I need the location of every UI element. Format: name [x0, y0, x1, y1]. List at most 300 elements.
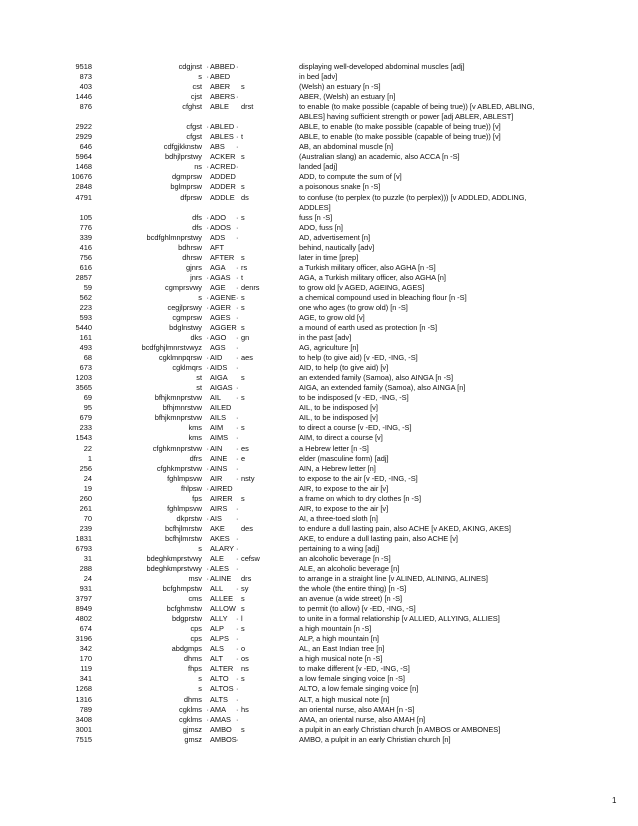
right-dot: ·: [236, 383, 239, 393]
entry-word: ALTER: [210, 664, 234, 674]
front-hooks: dfrs: [189, 453, 202, 463]
list-item: [0, 303, 638, 313]
back-hooks: sy: [241, 584, 249, 594]
front-hooks: fhlpsw: [181, 483, 202, 493]
front-hooks: bglmprsw: [170, 182, 202, 192]
list-item: [0, 152, 638, 162]
entry-definition: a frame on which to dry clothes [n -S]: [299, 493, 421, 503]
list-item: [0, 474, 638, 484]
entry-definition: ALP, a high mountain [n]: [299, 634, 379, 644]
front-hooks: cst: [192, 82, 202, 92]
entry-count: 416: [79, 242, 92, 252]
right-dot: ·: [236, 644, 239, 654]
entry-definition: to be indisposed [v -ED, -ING, -S]: [299, 393, 409, 403]
entry-definition: a mound of earth used as protection [n -S]: [299, 323, 438, 333]
front-hooks: cgklms: [179, 714, 202, 724]
list-item: [0, 353, 638, 363]
entry-word: ALTOS: [210, 684, 234, 694]
right-dot: ·: [236, 162, 239, 172]
entry-definition: the whole (the entire thing) [n -S]: [299, 584, 407, 594]
back-hooks: s: [241, 393, 245, 403]
entry-count: 3565: [75, 383, 92, 393]
entry-word: ADDER: [210, 182, 236, 192]
entry-definition: AMA, an oriental nurse, also AMAH [n]: [299, 714, 426, 724]
front-hooks: dgmprsw: [172, 172, 202, 182]
entry-word: AMBO: [210, 724, 232, 734]
front-hooks: ns: [194, 162, 202, 172]
front-hooks: s: [198, 292, 202, 302]
list-item: [0, 373, 638, 383]
right-dot: ·: [236, 684, 239, 694]
list-item: [0, 524, 638, 534]
left-dot: ·: [206, 704, 209, 714]
entry-word: ALTS: [210, 694, 228, 704]
entry-word: AIRER: [210, 493, 233, 503]
entry-definition: pertaining to a wing [adj]: [299, 543, 380, 553]
front-hooks: s: [198, 674, 202, 684]
front-hooks: cfghkmprstvw: [156, 463, 202, 473]
entry-definition: to expose to the air [v -ED, -ING, -S]: [299, 473, 418, 483]
entry-definition: ABLE, to enable (to make possible (capable of being true)) [v]: [299, 132, 501, 142]
entry-definition: ADO, fuss [n]: [299, 222, 343, 232]
front-hooks: bdeghkmprstvwy: [146, 553, 202, 563]
entry-definition: a high musical note [n -S]: [299, 654, 383, 664]
back-hooks: denrs: [241, 282, 260, 292]
entry-definition: to unite in a formal relationship [v ALLIED, ALLYING, ALLIES]: [299, 614, 500, 624]
front-hooks: s: [198, 684, 202, 694]
front-hooks: cps: [190, 634, 202, 644]
entry-word: AIDS: [210, 363, 228, 373]
entry-definition: ADDLES]: [299, 202, 331, 212]
left-dot: ·: [206, 292, 209, 302]
entry-definition: ADD, to compute the sum of [v]: [299, 172, 402, 182]
entry-word: AIRED: [210, 483, 233, 493]
entry-word: ABLE: [210, 102, 229, 112]
entry-word: AMBOS: [210, 734, 237, 744]
entry-word: ALP: [210, 624, 224, 634]
list-item: [0, 162, 638, 172]
back-hooks: s: [241, 252, 245, 262]
entry-definition: an oriental nurse, also AMAH [n -S]: [299, 704, 415, 714]
list-item: [0, 112, 638, 122]
right-dot: ·: [236, 313, 239, 322]
list-item: [0, 664, 638, 674]
entry-word: AINE: [210, 453, 228, 463]
entry-definition: AIM, to direct a course [v]: [299, 433, 383, 443]
entry-count: 339: [79, 232, 92, 242]
entry-word: ADS: [210, 232, 226, 242]
entry-word: AIN: [210, 443, 223, 453]
right-dot: ·: [236, 714, 239, 724]
left-dot: ·: [206, 564, 209, 573]
entry-definition: a Turkish military officer, also AGHA [n -S]: [299, 262, 436, 272]
list-item: [0, 122, 638, 132]
entry-definition: to confuse (to perplex (to puzzle (to perplex))) [v ADDLED, ADDLING,: [299, 192, 527, 202]
list-item: [0, 644, 638, 654]
right-dot: ·: [236, 423, 239, 433]
entry-count: 223: [79, 302, 92, 312]
entry-word: ALTO: [210, 674, 229, 684]
back-hooks: s: [241, 212, 245, 222]
front-hooks: cgklmnpqrsw: [158, 353, 202, 363]
left-dot: ·: [206, 443, 209, 453]
list-item: [0, 544, 638, 554]
right-dot: ·: [236, 292, 239, 302]
right-dot: ·: [236, 463, 239, 473]
back-hooks: des: [241, 523, 253, 533]
list-item: [0, 62, 638, 72]
entry-count: 1203: [75, 373, 92, 383]
entry-count: 2857: [75, 272, 92, 282]
front-hooks: bdhrsw: [178, 242, 202, 252]
entry-definition: AI, a three-toed sloth [n]: [299, 513, 378, 523]
entry-word: ABBED: [210, 62, 236, 71]
entry-definition: to enable (to make possible (capable of being true)) [v ABLED, ABLING,: [299, 102, 535, 112]
front-hooks: bfhjkmnprstvw: [154, 393, 202, 403]
entry-count: 119: [80, 664, 92, 674]
entry-definition: (Australian slang) an academic, also ACCA [n -S]: [299, 152, 460, 162]
entry-count: 1268: [75, 684, 92, 694]
entry-definition: ABER, (Welsh) an estuary [n]: [299, 92, 396, 102]
front-hooks: dhms: [183, 694, 202, 704]
entry-word: AGAS: [210, 272, 231, 282]
list-item: [0, 574, 638, 584]
entry-definition: ABLES] having sufficient strength or power [adj ABLER, ABLEST]: [299, 112, 514, 122]
right-dot: ·: [236, 302, 239, 312]
entry-count: 1831: [75, 533, 92, 543]
right-dot: ·: [236, 393, 239, 403]
list-item: [0, 273, 638, 283]
entry-word: AIM: [210, 423, 224, 433]
list-item: [0, 203, 638, 213]
entry-definition: a poisonous snake [n -S]: [299, 182, 381, 192]
front-hooks: dfprsw: [180, 192, 202, 202]
entry-count: 674: [79, 624, 92, 634]
entry-word: AMA: [210, 704, 227, 714]
list-item: [0, 624, 638, 634]
entry-count: 24: [83, 473, 92, 483]
right-dot: ·: [236, 443, 239, 453]
front-hooks: cfgst: [186, 132, 202, 142]
entry-word: ABERS: [210, 92, 236, 102]
left-dot: ·: [206, 162, 209, 172]
list-item: [0, 243, 638, 253]
list-item: [0, 82, 638, 92]
back-hooks: ds: [241, 192, 249, 202]
left-dot: ·: [206, 463, 209, 473]
entry-count: 256: [79, 463, 92, 473]
entry-word: ABER: [210, 82, 231, 92]
front-hooks: cdfgjkknstw: [163, 142, 202, 152]
front-hooks: bdgprstw: [172, 614, 202, 624]
right-dot: ·: [236, 132, 239, 142]
entry-count: 8949: [75, 604, 92, 614]
left-dot: ·: [206, 353, 209, 363]
entry-word: ALS: [210, 644, 224, 654]
entry-definition: one who ages (to grow old) [n -S]: [299, 302, 408, 312]
list-item: [0, 634, 638, 644]
right-dot: ·: [236, 564, 239, 573]
entry-word: AKE: [210, 523, 225, 533]
front-hooks: s: [198, 72, 202, 82]
front-hooks: bdeghkmprstvwy: [146, 564, 202, 573]
front-hooks: cegjlprswy: [167, 302, 202, 312]
list-item: [0, 102, 638, 112]
back-hooks: s: [241, 674, 245, 684]
right-dot: ·: [236, 232, 239, 242]
entry-definition: AIGA, an extended family (Samoa), also AINGA [n]: [299, 383, 466, 393]
left-dot: ·: [206, 483, 209, 493]
entry-definition: AGE, to grow old [v]: [299, 313, 365, 322]
entry-definition: fuss [n -S]: [299, 212, 333, 222]
entry-definition: AIR, to expose to the air [v]: [299, 503, 389, 513]
entry-word: ADOS: [210, 222, 231, 232]
right-dot: ·: [236, 674, 239, 684]
entry-definition: AGA, a Turkish military officer, also AGHA [n]: [299, 272, 446, 282]
entry-word: ALPS: [210, 634, 229, 644]
back-hooks: rs: [241, 262, 248, 272]
right-dot: ·: [236, 694, 239, 704]
page-number: 1: [612, 796, 617, 805]
front-hooks: cps: [190, 624, 202, 634]
list-item: [0, 253, 638, 263]
entry-definition: displaying well-developed abdominal muscles [adj]: [299, 62, 465, 71]
list-item: [0, 554, 638, 564]
entry-definition: AB, an abdominal muscle [n]: [299, 142, 394, 152]
back-hooks: s: [241, 423, 245, 433]
front-hooks: bdhjlprstwy: [165, 152, 202, 162]
entry-word: ALES: [210, 564, 229, 573]
front-hooks: fghlmpsvw: [167, 473, 202, 483]
entry-definition: ALE, an alcoholic beverage [n]: [299, 564, 400, 573]
entry-definition: an avenue (a wide street) [n -S]: [299, 594, 403, 604]
entry-word: ABS: [210, 142, 225, 152]
entry-definition: elder (masculine form) [adj]: [299, 453, 389, 463]
entry-definition: AMBO, a pulpit in an early Christian church [n]: [299, 734, 451, 744]
entry-count: 22: [83, 443, 92, 453]
list-item: [0, 715, 638, 725]
entry-definition: in the past [adv]: [299, 333, 352, 343]
front-hooks: msv: [188, 574, 202, 584]
front-hooks: cgklms: [179, 704, 202, 714]
left-dot: ·: [206, 302, 209, 312]
front-hooks: gjnrs: [185, 262, 202, 272]
entry-count: 616: [79, 262, 92, 272]
entry-definition: to endure a dull lasting pain, also ACHE [v AKED, AKING, AKES]: [299, 523, 511, 533]
front-hooks: cms: [188, 594, 202, 604]
entry-definition: (Welsh) an estuary [n -S]: [299, 82, 381, 92]
back-hooks: o: [241, 644, 246, 654]
front-hooks: abdgmps: [171, 644, 202, 654]
entry-word: ALT: [210, 654, 224, 664]
entry-count: 24: [83, 574, 92, 584]
right-dot: ·: [236, 584, 239, 594]
left-dot: ·: [206, 212, 209, 222]
entry-word: AIS: [210, 513, 222, 523]
entry-count: 10676: [71, 172, 92, 182]
entry-word: AGS: [210, 343, 226, 353]
list-item: [0, 604, 638, 614]
front-hooks: st: [196, 383, 202, 393]
list-item: [0, 423, 638, 433]
right-dot: ·: [236, 363, 239, 373]
entry-word: AGES: [210, 313, 231, 322]
right-dot: ·: [236, 92, 239, 102]
entry-count: 105: [79, 212, 92, 222]
list-item: [0, 283, 638, 293]
entry-count: 679: [79, 413, 92, 423]
entry-count: 161: [79, 333, 92, 343]
back-hooks: s: [241, 724, 245, 734]
list-item: [0, 172, 638, 182]
list-item: [0, 193, 638, 203]
entry-word: AID: [210, 353, 223, 363]
back-hooks: t: [241, 132, 244, 142]
back-hooks: os: [241, 654, 249, 664]
front-hooks: dks: [190, 333, 202, 343]
right-dot: ·: [236, 413, 239, 423]
front-hooks: dhrsw: [182, 252, 202, 262]
entry-count: 1468: [75, 162, 92, 172]
front-hooks: bcdfghjlmnrstvwyz: [141, 343, 202, 353]
front-hooks: cgmprsvwy: [165, 282, 202, 292]
entry-count: 876: [79, 102, 92, 112]
list-item: [0, 293, 638, 303]
right-dot: ·: [236, 654, 239, 664]
entry-definition: a low female singing voice [n -S]: [299, 674, 405, 684]
front-hooks: bcfghmpstw: [162, 584, 202, 594]
list-item: [0, 695, 638, 705]
entry-definition: to arrange in a straight line [v ALINED, ALINING, ALINES]: [299, 574, 488, 584]
entry-definition: ALT, a high musical note [n]: [299, 694, 390, 704]
right-dot: ·: [236, 282, 239, 292]
list-item: [0, 132, 638, 142]
list-item: [0, 383, 638, 393]
entry-word: ALL: [210, 584, 224, 594]
right-dot: ·: [236, 272, 239, 282]
right-dot: ·: [236, 142, 239, 152]
list-item: [0, 263, 638, 273]
entry-count: 260: [79, 493, 92, 503]
right-dot: ·: [236, 433, 239, 443]
list-item: [0, 725, 638, 735]
front-hooks: bcfhjlmrstw: [165, 533, 202, 543]
entry-count: 562: [79, 292, 92, 302]
list-item: [0, 313, 638, 323]
list-item: [0, 594, 638, 604]
right-dot: ·: [236, 513, 239, 523]
entry-count: 3196: [75, 634, 92, 644]
entry-definition: AIL, to be indisposed [v]: [299, 403, 378, 413]
left-dot: ·: [206, 72, 209, 82]
entry-definition: in bed [adv]: [299, 72, 338, 82]
entry-count: 5964: [75, 152, 92, 162]
list-item: [0, 504, 638, 514]
entry-definition: to help (to give aid) [v -ED, -ING, -S]: [299, 353, 418, 363]
entry-word: AIGA: [210, 373, 228, 383]
back-hooks: aes: [241, 353, 253, 363]
right-dot: ·: [236, 62, 239, 71]
entry-count: 756: [79, 252, 92, 262]
front-hooks: cdgjnst: [178, 62, 202, 71]
entry-definition: AID, to help (to give aid) [v]: [299, 363, 389, 373]
right-dot: ·: [236, 553, 239, 563]
back-hooks: s: [241, 624, 245, 634]
left-dot: ·: [206, 222, 209, 232]
list-item: [0, 735, 638, 745]
entry-word: ALARY: [210, 543, 235, 553]
list-item: [0, 584, 638, 594]
front-hooks: bcfhjlmrstw: [165, 523, 202, 533]
entry-word: ALLOW: [210, 604, 236, 614]
entry-count: 789: [79, 704, 92, 714]
list-item: [0, 705, 638, 715]
entry-word: AGER: [210, 302, 231, 312]
entry-word: AGA: [210, 262, 226, 272]
entry-count: 59: [83, 282, 92, 292]
list-item: [0, 654, 638, 664]
entry-count: 19: [83, 483, 92, 493]
entry-word: ADDED: [210, 172, 236, 182]
list-item: [0, 343, 638, 353]
list-item: [0, 72, 638, 82]
entry-count: 3797: [75, 594, 92, 604]
left-dot: ·: [206, 513, 209, 523]
right-dot: ·: [236, 624, 239, 634]
back-hooks: s: [241, 323, 245, 333]
entry-count: 95: [83, 403, 92, 413]
entry-definition: a chemical compound used in bleaching flour [n -S]: [299, 292, 467, 302]
entry-count: 1: [87, 453, 92, 463]
front-hooks: bfhjkmnprstvw: [154, 413, 202, 423]
right-dot: ·: [236, 262, 239, 272]
back-hooks: t: [241, 272, 244, 282]
list-item: [0, 433, 638, 443]
left-dot: ·: [206, 574, 209, 584]
entry-definition: AD, advertisement [n]: [299, 232, 371, 242]
right-dot: ·: [236, 122, 239, 132]
back-hooks: s: [241, 493, 245, 503]
entry-count: 776: [79, 222, 92, 232]
front-hooks: kms: [188, 433, 202, 443]
front-hooks: dkprstw: [176, 513, 202, 523]
entry-word: ALLEE: [210, 594, 234, 604]
front-hooks: cfghkmnprstvw: [152, 443, 202, 453]
entry-count: 3408: [75, 714, 92, 724]
entry-word: ABLES: [210, 132, 234, 142]
entry-definition: to permit (to allow) [v -ED, -ING, -S]: [299, 604, 416, 614]
list-item: [0, 454, 638, 464]
list-item: [0, 142, 638, 152]
front-hooks: bcdfghlmnprstwy: [146, 232, 202, 242]
entry-count: 342: [79, 644, 92, 654]
back-hooks: s: [241, 292, 245, 302]
back-hooks: s: [241, 82, 245, 92]
front-hooks: cfgst: [186, 122, 202, 132]
entry-word: AFTER: [210, 252, 235, 262]
back-hooks: drst: [241, 102, 254, 112]
front-hooks: kms: [188, 423, 202, 433]
entry-word: ACRED: [210, 162, 236, 172]
entry-count: 593: [79, 313, 92, 322]
entry-word: AIGAS: [210, 383, 233, 393]
front-hooks: dfs: [192, 222, 202, 232]
right-dot: ·: [236, 634, 239, 644]
back-hooks: gn: [241, 333, 250, 343]
entry-count: 673: [79, 363, 92, 373]
front-hooks: fghlmpsvw: [167, 503, 202, 513]
entry-word: AIR: [210, 473, 223, 483]
